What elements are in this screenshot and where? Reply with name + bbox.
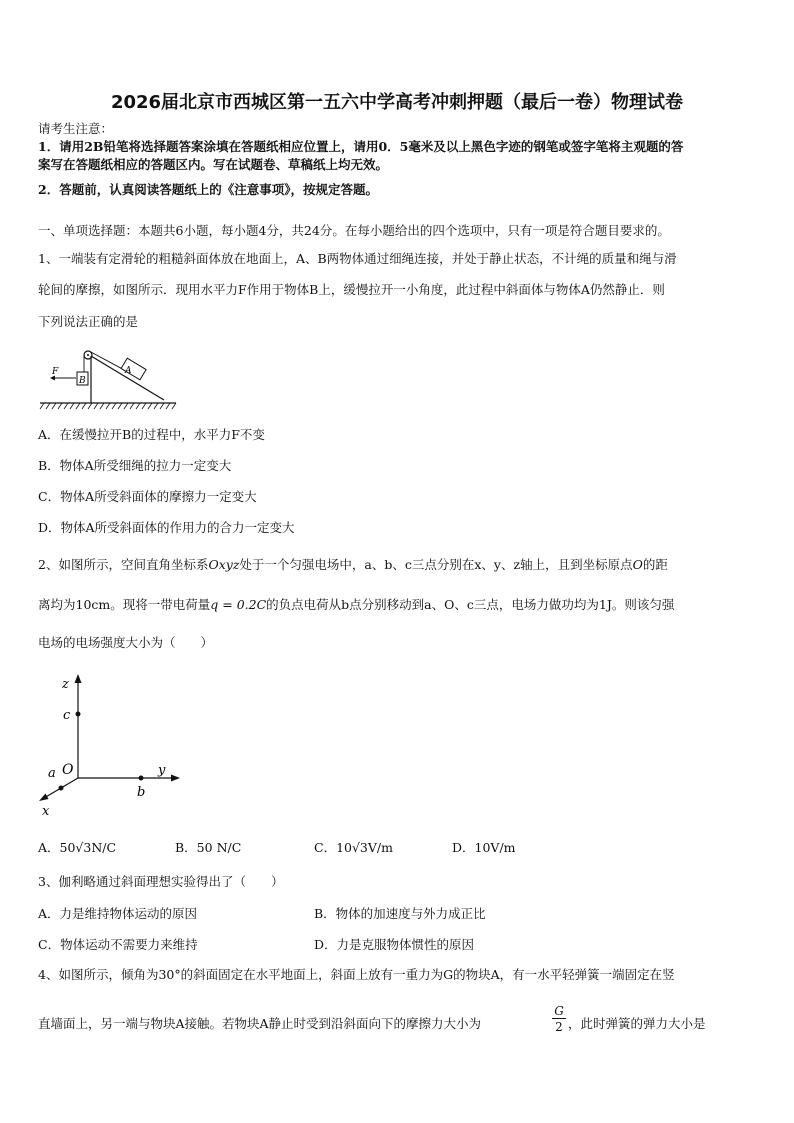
notice-heading: 请考生注意： — [38, 121, 114, 136]
fig-label-B: B — [79, 376, 86, 386]
q3-option-d: D．力是克服物体惯性的原因 — [314, 937, 475, 952]
q4-fraction-denominator: 2 — [555, 1020, 563, 1034]
q2-math-q: q = 0.2C — [210, 597, 267, 612]
q1-option-b: B．物体A所受细绳的拉力一定变大 — [38, 458, 232, 473]
fig-label-b: b — [137, 785, 146, 800]
q2-option-a: A．50√3N/C — [38, 840, 117, 855]
q2-text-2a: 离均为 — [38, 597, 76, 612]
fig-label-A: A — [125, 366, 132, 376]
fig-label-c: c — [63, 708, 71, 723]
q3-option-a: A．力是维持物体运动的原因 — [38, 906, 198, 921]
q4-stem-line2b: ，此时弹簧的弹力大小是 — [568, 1016, 706, 1031]
q2-option-c: C．10√3V/m — [314, 840, 393, 855]
q4-fraction — [552, 1004, 566, 1035]
q2-option-d: D．10V/m — [452, 840, 516, 855]
q2-option-b: B．50 N/C — [175, 840, 242, 855]
q2-text-2b: 。现将一带电荷量 — [110, 597, 211, 612]
page-title: 2026届北京市西城区第一五六中学高考冲刺押题（最后一卷）物理试卷 — [110, 92, 684, 113]
q2-math-10cm: 10cm — [75, 597, 111, 612]
q1-option-c: C．物体A所受斜面体的摩擦力一定变大 — [38, 489, 257, 504]
q2-text-2d: 。则该匀强 — [611, 597, 675, 612]
notice-item-2: 2．答题前，认真阅读答题纸上的《注意事项》，按规定答题。 — [38, 182, 378, 197]
q2-coordinate-figure — [34, 666, 184, 822]
q4-fraction-numerator: G — [552, 1004, 566, 1019]
q3-option-c: C．物体运动不需要力来维持 — [38, 937, 198, 952]
section-heading: 一、单项选择题：本题共6小题，每小题4分，共24分。在每小题给出的四个选项中，只有一项是符合题目要求的。 — [38, 223, 670, 238]
q1-option-d: D．物体A所受斜面体的作用力的合力一定变大 — [38, 520, 295, 535]
q2-math-oxyz: Oxyz — [208, 557, 240, 572]
fig-label-F: F — [52, 367, 59, 377]
notice-item-1a: 1．请用2B铅笔将选择题答案涂填在答题纸相应位置上，请用0．5毫米及以上黑色字迹的钢笔或签字笔将主观题的答 — [38, 139, 684, 154]
q2-stem-line2 — [38, 596, 758, 614]
q1-incline-figure — [38, 342, 178, 412]
fig-label-x: x — [42, 804, 50, 819]
q1-stem-line2: 轮间的摩擦，如图所示．现用水平力F作用于物体B上，缓慢拉开一小角度，此过程中斜面体与物体A仍然静止．则 — [38, 282, 665, 297]
q3-stem: 3、伽利略通过斜面理想实验得出了（ ） — [38, 874, 284, 889]
q2-text-2c: 的负点电荷从b点分别移动到a、O、c三点，电场力做功均为 — [266, 597, 599, 612]
q2-math-1j: 1J — [598, 597, 612, 612]
fig-label-y: y — [158, 763, 166, 778]
q2-math-o: O — [632, 557, 643, 572]
q1-option-a: A．在缓慢拉开B的过程中，水平力F不变 — [38, 427, 265, 442]
q4-stem-line2a: 直墙面上，另一端与物块A接触。若物块A静止时受到沿斜面向下的摩擦力大小为 — [38, 1016, 482, 1031]
notice-item-1b: 案写在答题纸相应的答题区内。写在试题卷、草稿纸上均无效。 — [38, 157, 389, 172]
fig-label-z: z — [62, 677, 69, 692]
q1-stem-line3: 下列说法正确的是 — [38, 314, 139, 329]
fig-label-O: O — [62, 762, 74, 778]
q2-text-1c: 的距 — [642, 557, 668, 572]
q3-option-b: B．物体的加速度与外力成正比 — [314, 906, 486, 921]
q2-stem-line1 — [38, 556, 758, 574]
q2-text-1a: 2、如图所示，空间直角坐标系 — [38, 557, 209, 572]
q2-stem-line3: 电场的电场强度大小为（ ） — [38, 635, 214, 650]
fig-label-a: a — [48, 766, 56, 781]
q2-text-1b: 处于一个匀强电场中，a、b、c三点分别在x、y、z轴上，且到坐标原点 — [239, 557, 633, 572]
q1-stem-line1: 1、一端装有定滑轮的粗糙斜面体放在地面上，A、B两物体通过细绳连接，并处于静止状态，不计绳的质量和绳与滑 — [38, 251, 677, 266]
q4-stem-line1: 4、如图所示，倾角为30°的斜面固定在水平地面上，斜面上放有一重力为G的物块A，有一水平轻弹簧一端固定在竖 — [38, 967, 675, 982]
